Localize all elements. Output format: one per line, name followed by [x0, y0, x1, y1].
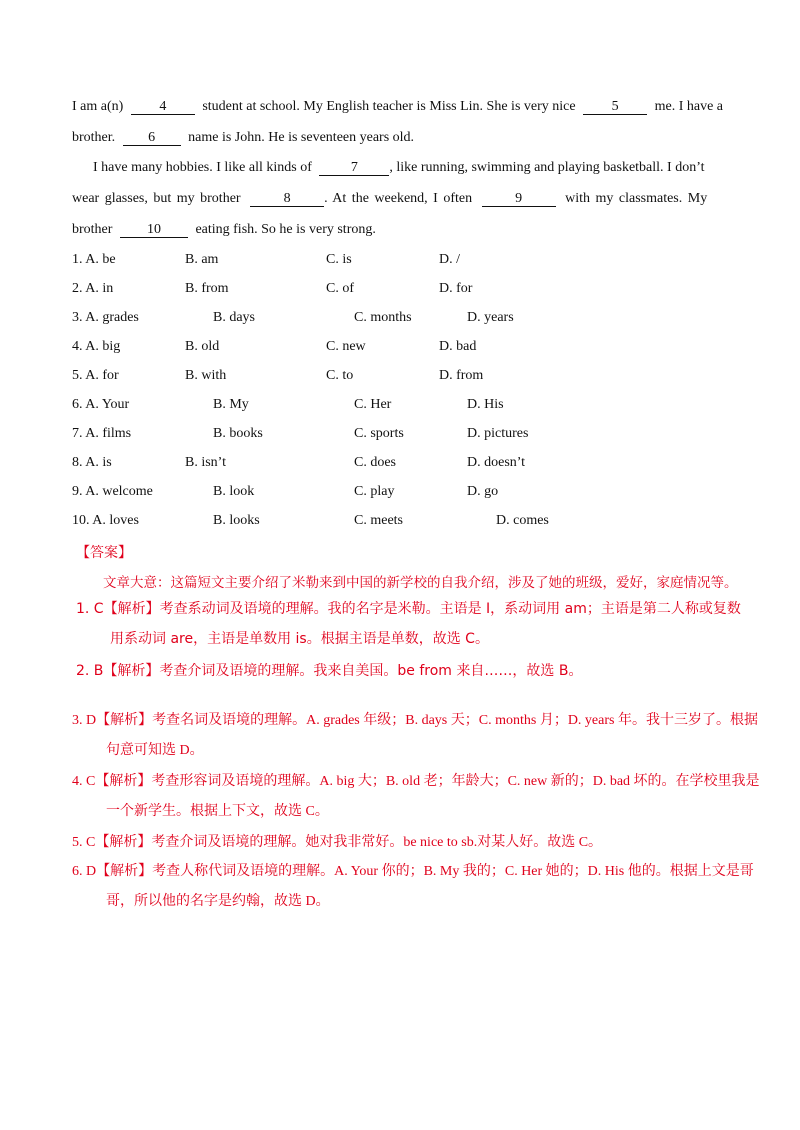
- option-row: [0, 368, 800, 386]
- option-b: B. isn’t: [185, 455, 226, 470]
- option-b: B. looks: [213, 513, 260, 528]
- explanation-5: [72, 828, 778, 858]
- passage-text: me. I have a: [654, 99, 724, 114]
- explanation-line: 用系动词 are，主语是单数用 is。根据主语是单数，故选 C。: [110, 631, 489, 647]
- blank-5: 5: [583, 100, 647, 115]
- option-a: 9. A. welcome: [72, 484, 153, 499]
- blank-6: 6: [123, 131, 181, 146]
- option-a: 3. A. grades: [72, 310, 139, 325]
- option-c: C. new: [326, 339, 366, 354]
- passage-text: . At the weekend, I often: [324, 191, 473, 206]
- explanation-line: 6. D【解析】考查人称代词及语境的理解。A. Your 你的；B. My 我的；C. Her 她的；D. His 他的。根据上文是哥: [72, 864, 754, 879]
- option-d: D. doesn’t: [467, 455, 526, 470]
- explanation-2: [76, 656, 776, 686]
- option-b: B. with: [185, 368, 227, 383]
- explanation-line: 句意可知选 D。: [106, 743, 204, 758]
- passage-text: brother: [72, 222, 113, 237]
- explanation-line: 2. B【解析】考查介词及语境的理解。我来自美国。be from 来自……，故选 B。: [76, 663, 583, 679]
- blank-8: 8: [250, 192, 324, 207]
- passage-text: wear glasses, but my brother: [72, 191, 241, 206]
- passage-text: , like running, swimming and playing basketball. I don’t: [389, 160, 705, 175]
- passage-line: [72, 191, 707, 207]
- option-d: D. /: [439, 252, 460, 267]
- explanation-line: 3. D【解析】考查名词及语境的理解。A. grades 年级；B. days 天；C. months 月；D. years 年。我十三岁了。根据: [72, 713, 758, 728]
- option-d: D. years: [467, 310, 514, 325]
- explanation-line: 5. C【解析】考查介词及语境的理解。她对我非常好。be nice to sb.对某人好。故选 C。: [72, 835, 603, 850]
- option-b: B. am: [185, 252, 219, 267]
- option-row: [0, 426, 800, 444]
- explanation-line: 哥，所以他的名字是约翰，故选 D。: [106, 894, 330, 909]
- passage-text: brother.: [72, 130, 116, 145]
- passage-line: [72, 99, 723, 115]
- option-d: D. from: [439, 368, 484, 383]
- option-b: B. My: [213, 397, 249, 412]
- blank-7: 7: [319, 161, 389, 176]
- option-c: C. play: [354, 484, 395, 499]
- passage-text: name is John. He is seventeen years old.: [188, 130, 415, 145]
- option-c: C. months: [354, 310, 412, 325]
- option-a: 6. A. Your: [72, 397, 130, 412]
- blank-4: 4: [131, 100, 195, 115]
- option-b: B. from: [185, 281, 229, 296]
- option-c: C. Her: [354, 397, 392, 412]
- passage-text: I have many hobbies. I like all kinds of: [93, 160, 312, 175]
- explanation-line: 4. C【解析】考查形容词及语境的理解。A. big 大；B. old 老；年龄大；C. new 新的；D. bad 坏的。在学校里我是: [72, 774, 760, 789]
- option-row: [0, 513, 800, 531]
- option-row: [0, 252, 800, 270]
- option-d: D. go: [467, 484, 499, 499]
- option-c: C. meets: [354, 513, 403, 528]
- explanation-3: [72, 706, 778, 766]
- option-row: [0, 310, 800, 328]
- option-a: 4. A. big: [72, 339, 121, 354]
- option-d: D. His: [467, 397, 504, 412]
- option-a: 2. A. in: [72, 281, 114, 296]
- option-b: B. look: [213, 484, 255, 499]
- passage-text: student at school. My English teacher is Miss Lin. She is very nice: [202, 99, 576, 114]
- explanation-1: [76, 594, 776, 654]
- passage-line: [72, 130, 414, 146]
- explanation-line: 1. C【解析】考查系动词及语境的理解。我的名字是米勒。主语是 I，系动词用 am；主语是第二人称或复数: [76, 601, 741, 617]
- option-d: D. bad: [439, 339, 477, 354]
- option-c: C. sports: [354, 426, 404, 441]
- option-row: [0, 455, 800, 473]
- option-c: C. to: [326, 368, 354, 383]
- option-a: 5. A. for: [72, 368, 119, 383]
- explanation-line: 一个新学生。根据上下文，故选 C。: [106, 804, 329, 819]
- option-row: [0, 281, 800, 299]
- option-row: [0, 484, 800, 502]
- option-c: C. does: [354, 455, 396, 470]
- option-c: C. is: [326, 252, 352, 267]
- option-row: [0, 397, 800, 415]
- blank-9: 9: [482, 192, 556, 207]
- passage-text: with my classmates. My: [565, 191, 708, 206]
- option-c: C. of: [326, 281, 354, 296]
- explanation-6: [72, 857, 778, 917]
- option-d: D. pictures: [467, 426, 529, 441]
- option-d: D. for: [439, 281, 473, 296]
- option-b: B. old: [185, 339, 220, 354]
- passage-text: eating fish. So he is very strong.: [195, 222, 376, 237]
- blank-10: 10: [120, 223, 188, 238]
- explanation-4: [72, 767, 778, 827]
- option-row: [0, 339, 800, 357]
- option-a: 10. A. loves: [72, 513, 139, 528]
- option-a: 8. A. is: [72, 455, 112, 470]
- option-a: 1. A. be: [72, 252, 116, 267]
- article-summary: 文章大意：这篇短文主要介绍了米勒来到中国的新学校的自我介绍，涉及了她的班级，爱好，家庭情况等。: [103, 575, 738, 590]
- option-b: B. books: [213, 426, 263, 441]
- option-b: B. days: [213, 310, 255, 325]
- passage-text: I am a(n): [72, 99, 124, 114]
- option-a: 7. A. films: [72, 426, 132, 441]
- answer-heading: 【答案】: [76, 546, 132, 561]
- option-d: D. comes: [496, 513, 549, 528]
- passage-line: [93, 160, 705, 176]
- passage-line: [72, 222, 376, 238]
